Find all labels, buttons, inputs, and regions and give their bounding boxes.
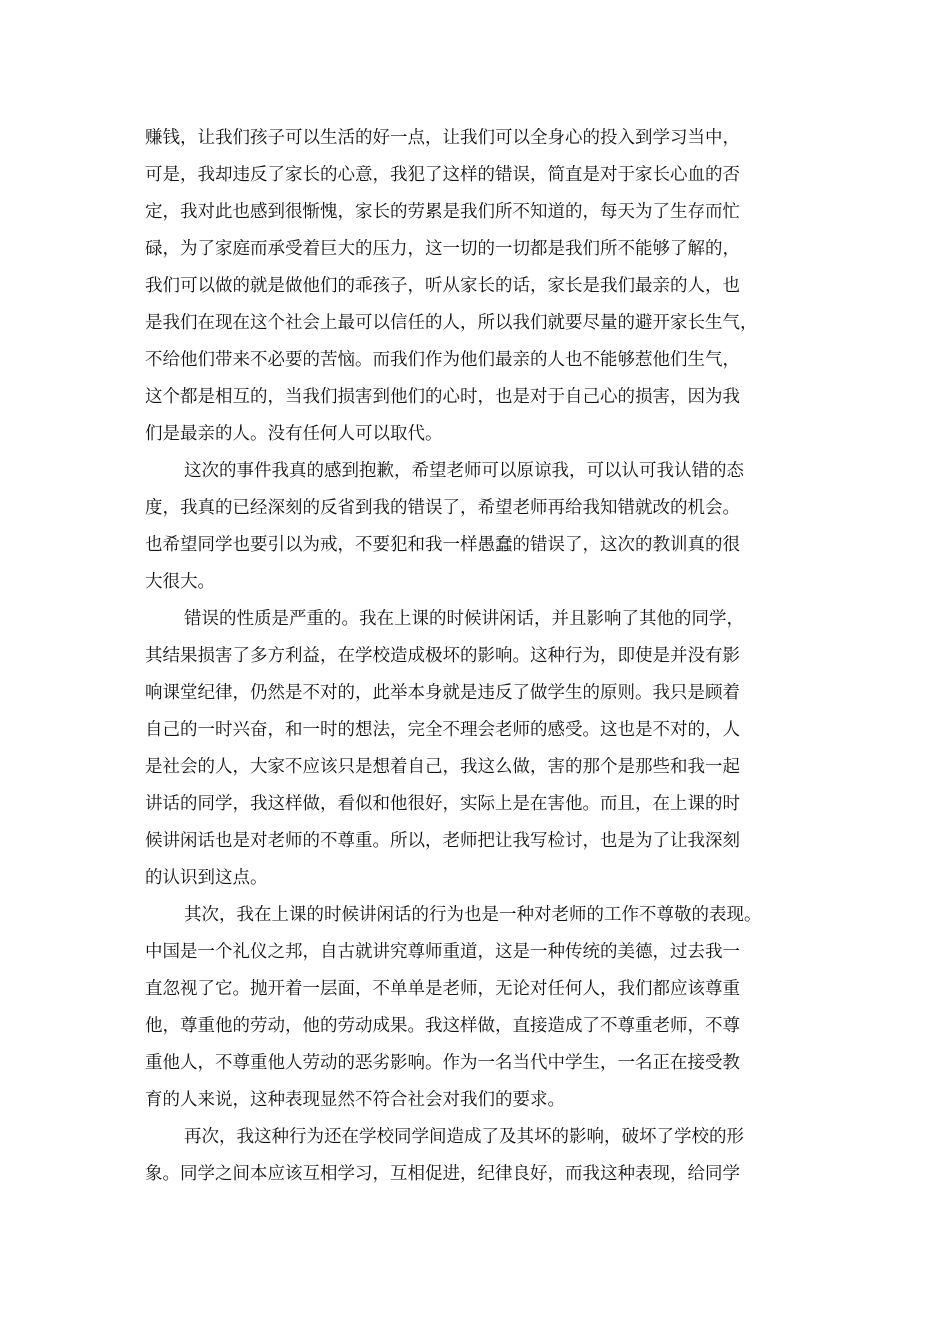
text-line: 的认识到这点。 (145, 868, 268, 888)
text-line: 讲话的同学，我这样做，看似和他很好，实际上是在害他。而且，在上课的时 (145, 794, 740, 814)
text-line: 直忽视了它。抛开着一层面，不单单是老师，无论对任何人，我们都应该尊重 (145, 979, 740, 999)
text-line: 育的人来说，这种表现显然不符合社会对我们的要求。 (145, 1090, 565, 1110)
paragraph-first-line: 这次的事件我真的感到抱歉，希望老师可以原谅我，可以认可我认错的态 (184, 461, 744, 481)
text-line: 候讲闲话也是对老师的不尊重。所以，老师把让我写检讨，也是为了让我深刻 (145, 831, 740, 851)
text-line: 赚钱，让我们孩子可以生活的好一点，让我们可以全身心的投入到学习当中， (145, 128, 740, 148)
text-line: 中国是一个礼仪之邦，自古就讲究尊师重道，这是一种传统的美德，过去我一 (145, 942, 740, 962)
text-line: 他，尊重他的劳动，他的劳动成果。我这样做，直接造成了不尊重老师，不尊 (145, 1016, 740, 1036)
text-line: 们是最亲的人。没有任何人可以取代。 (145, 424, 443, 444)
paragraph-first-line: 错误的性质是严重的。我在上课的时候讲闲话，并且影响了其他的同学， (184, 609, 744, 629)
text-line: 也希望同学也要引以为戒，不要犯和我一样愚蠢的错误了，这次的教训真的很 (145, 535, 740, 555)
text-line: 度，我真的已经深刻的反省到我的错误了，希望老师再给我知错就改的机会。 (145, 498, 740, 518)
text-line: 是我们在现在这个社会上最可以信任的人，所以我们就要尽量的避开家长生气， (145, 313, 758, 333)
text-line: 我们可以做的就是做他们的乖孩子，听从家长的话，家长是我们最亲的人，也 (145, 276, 740, 296)
text-line: 碌，为了家庭而承受着巨大的压力，这一切的一切都是我们所不能够了解的， (145, 239, 740, 259)
text-line: 是社会的人，大家不应该只是想着自己，我这么做，害的那个是那些和我一起 (145, 757, 740, 777)
document-body (145, 120, 815, 1193)
text-line: 其结果损害了多方利益，在学校造成极坏的影响。这种行为，即使是并没有影 (145, 646, 740, 666)
text-line: 大很大。 (145, 572, 215, 592)
paragraph-first-line: 其次，我在上课的时候讲闲话的行为也是一种对老师的工作不尊敬的表现。 (184, 905, 762, 925)
text-line: 重他人，不尊重他人劳动的恶劣影响。作为一名当代中学生，一名正在接受教 (145, 1053, 740, 1073)
text-line: 这个都是相互的，当我们损害到他们的心时，也是对于自己心的损害，因为我 (145, 387, 740, 407)
paragraph-first-line: 再次，我这种行为还在学校同学间造成了及其坏的影响，破坏了学校的形 (184, 1127, 744, 1147)
text-line: 定，我对此也感到很惭愧，家长的劳累是我们所不知道的，每天为了生存而忙 (145, 202, 740, 222)
text-line: 可是，我却违反了家长的心意，我犯了这样的错误，简直是对于家长心血的否 (145, 165, 740, 185)
text-line: 自己的一时兴奋，和一时的想法，完全不理会老师的感受。这也是不对的，人 (145, 720, 740, 740)
text-line: 象。同学之间本应该互相学习，互相促进，纪律良好，而我这种表现，给同学 (145, 1164, 740, 1184)
text-line: 响课堂纪律，仍然是不对的，此举本身就是违反了做学生的原则。我只是顾着 (145, 683, 740, 703)
text-line: 不给他们带来不必要的苦恼。而我们作为他们最亲的人也不能够惹他们生气， (145, 350, 740, 370)
